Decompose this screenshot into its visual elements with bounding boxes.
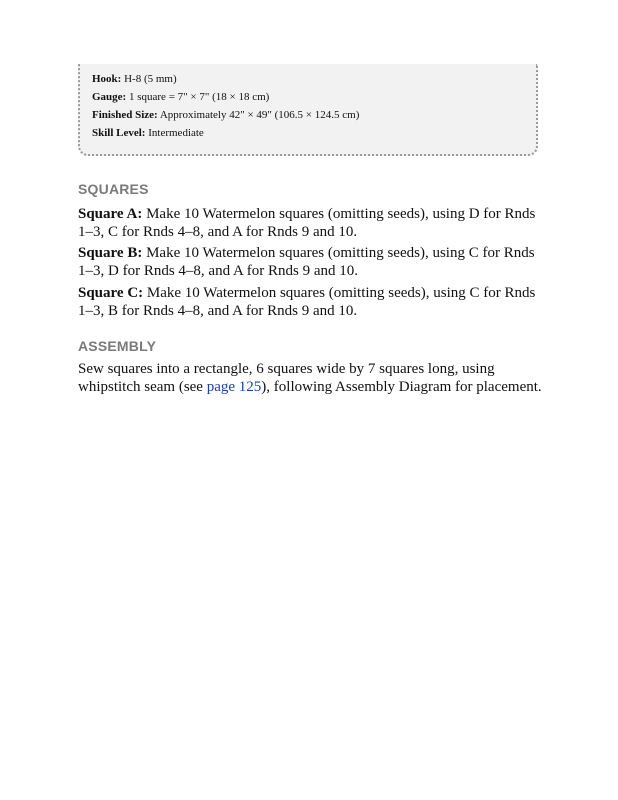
specs-box: [78, 64, 538, 156]
square-c-paragraph: Square C: Make 10 Watermelon squares (omitting seeds), using C for Rnds 1–3, B for Rnds 4–8, and A for Rnds 9 and 10.: [78, 285, 536, 319]
spec-gauge: Gauge: 1 square = 7" × 7" (18 × 18 cm): [92, 91, 270, 103]
square-b-paragraph: Square B: Make 10 Watermelon squares (omitting seeds), using C for Rnds 1–3, D for Rnds 4–8, and A for Rnds 9 and 10.: [78, 245, 535, 279]
assembly-paragraph: Sew squares into a rectangle, 6 squares wide by 7 squares long, using whipstitch seam (see page 125), following Assembly Diagram for placement.: [78, 361, 542, 395]
spec-finished-size: Finished Size: Approximately 42" × 49" (106.5 × 124.5 cm): [92, 109, 360, 121]
squares-heading: SQUARES: [78, 181, 149, 197]
square-a-paragraph: Square A: Make 10 Watermelon squares (omitting seeds), using D for Rnds 1–3, C for Rnds 4–8, and A for Rnds 9 and 10.: [78, 206, 536, 240]
spec-hook: Hook: H-8 (5 mm): [92, 73, 177, 85]
spec-skill-level: Skill Level: Intermediate: [92, 127, 204, 139]
assembly-heading: ASSEMBLY: [78, 338, 157, 354]
page-125-link[interactable]: page 125: [206, 379, 262, 395]
